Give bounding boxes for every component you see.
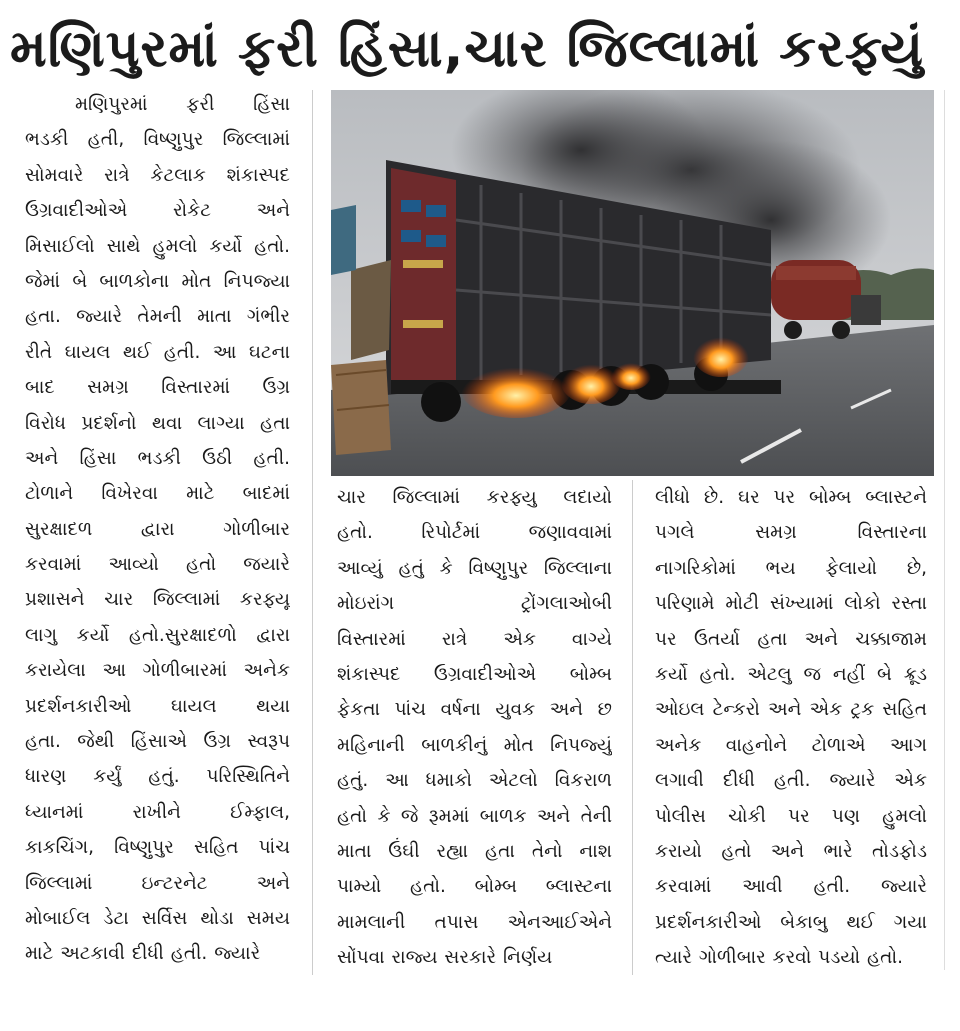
text-line: પ્રશાસને ચાર જિલ્લામાં કરફ્યૂ <box>25 589 290 611</box>
text-line: સોમવારે રાત્રે કેટલાક શંકાસ્પદ <box>25 164 290 186</box>
page-edge-rule <box>944 90 945 970</box>
text-line: મોબાઈલ ડેટા સર્વિસ થોડા સમય <box>25 907 290 929</box>
article-column-3 <box>655 480 927 975</box>
text-line: આવ્યું હતું કે વિષ્ણુપુર જિલ્લાના <box>337 557 612 579</box>
article-headline: મણિપુરમાં ફરી હિંસા,ચાર જિલ્લામાં કરફ્યું <box>10 19 924 79</box>
text-line: લાગુ કર્યો હતો.સુરક્ષાદળો દ્વારા <box>25 624 290 646</box>
text-line: હતા. જેથી હિંસાએ ઉગ્ર સ્વરૂપ <box>25 731 290 753</box>
text-line: માતા ઉંઘી રહ્યા હતા તેનો નાશ <box>337 840 612 862</box>
text-line: હતા. જ્યારે તેમની માતા ગંભીર <box>25 306 290 328</box>
text-line: મહિનાની બાળકીનું મોત નિપજ્યું <box>337 734 612 756</box>
text-line: ધારણ કર્યું હતું. પરિસ્થિતિને <box>25 766 290 788</box>
text-line: ત્યારે ગોળીબાર કરવો પડયો હતો. <box>655 947 903 969</box>
text-line: ઓઇલ ટેન્કરો અને એક ટ્રક સહિત <box>655 699 927 721</box>
text-line: વિરોધ પ્રદર્શનો થવા લાગ્યા હતા <box>25 412 290 434</box>
text-line: શંકાસ્પદ ઉગ્રવાદીઓએ બોમ્બ <box>337 663 612 685</box>
text-line: ફેકતા પાંચ વર્ષના યુવક અને છ <box>337 699 612 721</box>
text-line: જિલ્લામાં ઇન્ટરનેટ અને <box>25 872 290 894</box>
text-line: હતું. આ ધમાકો એટલો વિકરાળ <box>337 770 612 792</box>
text-line: ટોળાને વિખેરવા માટે બાદમાં <box>25 483 290 505</box>
text-line: પ્રદર્શનકારીઓ ઘાયલ થયા <box>25 695 290 717</box>
text-line: અને હિંસા ભડકી ઉઠી હતી. <box>25 447 290 469</box>
text-line: મામલાની તપાસ એનઆઈએને <box>337 911 612 933</box>
text-line: પામ્યો હતો. બોમ્બ બ્લાસ્ટના <box>337 876 612 898</box>
text-line: ધ્યાનમાં રાખીને ઈમ્ફાલ, <box>25 801 290 823</box>
text-line: પોલીસ ચોકી પર પણ હુમલો <box>655 805 927 827</box>
text-line: પરિણામે મોટી સંખ્યામાં લોકો રસ્તા <box>655 593 927 615</box>
text-line: વિસ્તારમાં રાત્રે એક વાગ્યે <box>337 628 612 650</box>
text-line: લીધો છે. ઘર પર બોમ્બ બ્લાસ્ટને <box>655 487 927 508</box>
text-line: ચાર જિલ્લામાં કરફ્યુ લદાયો <box>337 487 612 508</box>
column-divider <box>632 480 633 975</box>
text-line: હતો કે જે રૂમમાં બાળક અને તેની <box>337 805 612 827</box>
text-line: સોંપવા રાજ્ય સરકારે નિર્ણય <box>337 947 553 969</box>
text-line: પ્રદર્શનકારીઓ બેકાબુ થઈ ગયા <box>655 911 927 933</box>
text-line: ભડકી હતી, વિષ્ણુપુર જિલ્લામાં <box>25 129 290 151</box>
text-line: કર્યો હતો. એટલુ જ નહીં બે ક્રૂડ <box>655 663 927 685</box>
article-column-1 <box>25 87 290 972</box>
text-line: હતો. રિપોર્ટમાં જણાવવામાં <box>337 522 612 544</box>
text-line: અનેક વાહનોને ટોળાએ આગ <box>655 734 927 756</box>
text-line: કરવામાં આવી હતી. જ્યારે <box>655 876 927 898</box>
text-line: જેમાં બે બાળકોના મોત નિપજ્યા <box>25 270 290 292</box>
text-line: પગલે સમગ્ર વિસ્તારના <box>655 522 927 544</box>
column-divider <box>312 90 313 975</box>
text-line: મણિપુરમાં ફરી હિંસા <box>75 94 290 115</box>
text-line: ઉગ્રવાદીઓએ રોકેટ અને <box>25 200 290 222</box>
text-line: કરાયેલા આ ગોળીબારમાં અનેક <box>25 660 290 682</box>
text-line: નાગરિકોમાં ભય ફેલાયો છે, <box>655 557 927 579</box>
text-line: બાદ સમગ્ર વિસ્તારમાં ઉગ્ર <box>25 377 290 399</box>
text-line: કરાયો હતો અને ભારે તોડફોડ <box>655 840 927 862</box>
text-line: મોઇરાંગ ટ્રોંગલાઓબી <box>337 593 612 615</box>
text-line: પર ઉતર્યા હતા અને ચક્કાજામ <box>655 628 927 650</box>
text-line: સુરક્ષાદળ દ્વારા ગોળીબાર <box>25 518 290 540</box>
text-line: લગાવી દીધી હતી. જ્યારે એક <box>655 770 927 792</box>
text-line: કરવામાં આવ્યો હતો જયારે <box>25 554 290 576</box>
article-column-2 <box>337 480 612 975</box>
text-line: મિસાઈલો સાથે હુમલો કર્યો હતો. <box>25 235 290 257</box>
text-line: માટે અટકાવી દીધી હતી. જ્યારે <box>25 943 261 965</box>
burning-truck-photo <box>331 90 934 476</box>
text-line: કાકચિંગ, વિષ્ણુપુર સહિત પાંચ <box>25 837 290 859</box>
text-line: રીતે ઘાયલ થઈ હતી. આ ઘટના <box>25 341 290 363</box>
